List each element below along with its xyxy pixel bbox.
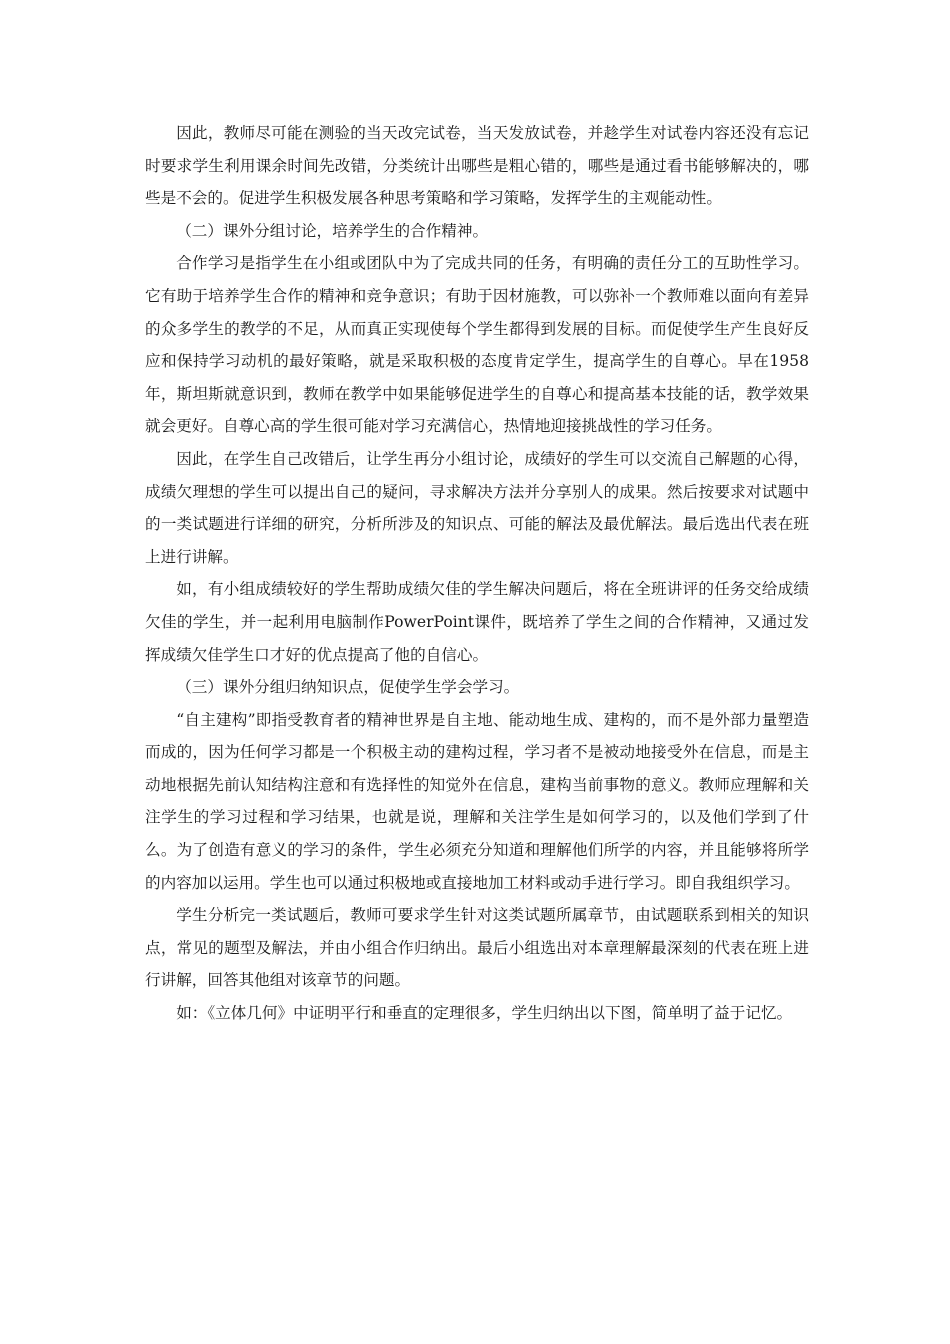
paragraph-chapter-summary: 学生分析完一类试题后，教师可要求学生针对这类试题所属章节，由试题联系到相关的知识点，常见的题型及解法，并由小组合作归纳出。最后小组选出对本章理解最深刻的代表在班上进行讲解，回答其他组对该章节的问题。: [145, 906, 809, 990]
paragraph-group-discussion-method: 因此，在学生自己改错后，让学生再分小组讨论，成绩好的学生可以交流自己解题的心得，成绩欠理想的学生可以提出自己的疑问，寻求解决方法并分享别人的成果。然后按要求对试题中的一类试题进行详细的研究，分析所涉及的知识点、可能的解法及最优解法。最后选出代表在班上进行讲解。: [145, 449, 809, 566]
paragraph-cooperative-learning: 合作学习是指学生在小组或团队中为了完成共同的任务，有明确的责任分工的互助性学习。它有助于培养学生合作的精神和竞争意识；有助于因材施教，可以弥补一个教师难以面向有差异的众多学生的教学的不足，从而真正实现使每个学生都得到发展的目标。而促使学生产生良好反应和保持学习动机的最好策略，就是采取积极的态度肯定学生，提高学生的自尊心。早在1958年，斯坦斯就意识到，教师在教学中如果能够促进学生的自尊心和提高基本技能的话，教学效果就会更好。自尊心高的学生很可能对学习充满信心，热情地迎接挑战性的学习任务。: [145, 254, 809, 436]
section-heading-knowledge-summary: （三）课外分组归纳知识点，促使学生学会学习。: [176, 678, 520, 697]
paragraph-geometry-example: 如：《立体几何》中证明平行和垂直的定理很多，学生归纳出以下图，简单明了益于记忆。: [176, 1004, 793, 1023]
paragraph-error-correction: 因此，教师尽可能在测验的当天改完试卷，当天发放试卷，并趁学生对试卷内容还没有忘记时要求学生利用课余时间先改错，分类统计出哪些是粗心错的，哪些是通过看书能够解决的，哪些是不会的。促进学生积极发展各种思考策略和学习策略，发挥学生的主观能动性。: [145, 124, 809, 208]
section-heading-group-discussion: （二）课外分组讨论，培养学生的合作精神。: [176, 221, 489, 240]
document-body: [145, 117, 809, 1030]
paragraph-example-powerpoint: 如，有小组成绩较好的学生帮助成绩欠佳的学生解决问题后，将在全班讲评的任务交给成绩欠佳的学生，并一起利用电脑制作PowerPoint课件，既培养了学生之间的合作精神，又通过发挥成绩欠佳学生口才好的优点提高了他的自信心。: [145, 580, 809, 664]
paragraph-self-construction: “自主建构”即指受教育者的精神世界是自主地、能动地生成、建构的，而不是外部力量塑造而成的，因为任何学习都是一个积极主动的建构过程，学习者不是被动地接受外在信息，而是主动地根据先前认知结构注意和有选择性的知觉外在信息，建构当前事物的意义。教师应理解和关注学生的学习过程和学习结果，也就是说，理解和关注学生是如何学习的，以及他们学到了什么。为了创造有意义的学习的条件，学生必须充分知道和理解他们所学的内容，并且能够将所学的内容加以运用。学生也可以通过积极地或直接地加工材料或动手进行学习。即自我组织学习。: [145, 710, 809, 892]
